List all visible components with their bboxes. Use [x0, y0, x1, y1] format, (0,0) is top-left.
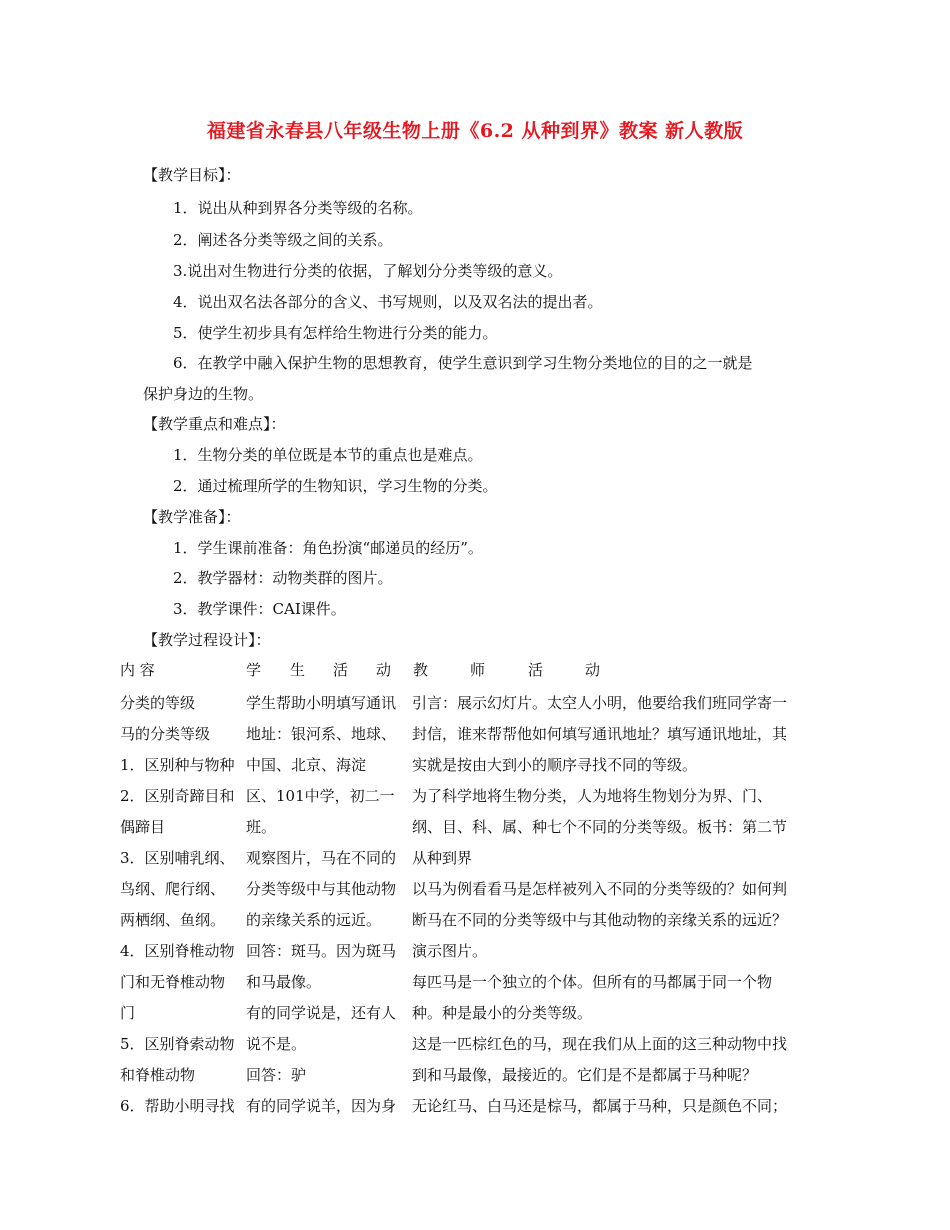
student-cell: 和马最像。	[246, 973, 322, 991]
student-cell: 回答：斑马。因为斑马	[246, 942, 397, 960]
header-teacher-char: 动	[585, 661, 601, 679]
student-cell: 回答：驴	[246, 1066, 307, 1084]
header-student-char: 学	[246, 661, 262, 679]
keypoint-item: 1．生物分类的单位既是本节的重点也是难点。	[173, 446, 483, 464]
teacher-cell: 断马在不同的分类等级中与其他动物的亲缘关系的远近？	[412, 911, 788, 929]
header-teacher-char: 教	[413, 661, 429, 679]
teacher-cell: 以马为例看看马是怎样被列入不同的分类等级的？如何判	[412, 880, 788, 898]
prep-item: 2．教学器材：动物类群的图片。	[173, 569, 393, 587]
goal-item: 5．使学生初步具有怎样给生物进行分类的能力。	[173, 324, 498, 342]
teacher-cell: 实就是按由大到小的顺序寻找不同的等级。	[412, 756, 698, 774]
student-cell: 的亲缘关系的远近。	[246, 911, 382, 929]
content-cell: 5．区别脊索动物	[120, 1035, 235, 1053]
header-student-char: 生	[290, 661, 306, 679]
header-student-char: 活	[333, 661, 349, 679]
teacher-cell: 引言：展示幻灯片。太空人小明，他要给我们班同学寄一	[412, 694, 788, 712]
teacher-cell: 纲、目、科、属、种七个不同的分类等级。板书：第二节	[412, 818, 788, 836]
content-cell: 4．区别脊椎动物	[120, 942, 235, 960]
student-cell: 说不是。	[246, 1035, 307, 1053]
goals-heading: 【教学目标】：	[143, 166, 241, 184]
goal-item-continuation: 保护身边的生物。	[143, 385, 264, 403]
teacher-cell: 演示图片。	[412, 942, 488, 960]
goal-item: 2．阐述各分类等级之间的关系。	[173, 231, 393, 249]
content-cell: 6．帮助小明寻找	[120, 1097, 235, 1115]
student-cell: 班。	[246, 818, 277, 836]
teacher-cell: 无论红马、白马还是棕马，都属于马种，只是颜色不同；	[412, 1097, 788, 1115]
header-student-char: 动	[376, 661, 392, 679]
content-cell: 1．区别种与物种	[120, 756, 235, 774]
goal-item: 1．说出从种到界各分类等级的名称。	[173, 199, 423, 217]
student-cell: 中国、北京、海淀	[246, 756, 367, 774]
goal-item: 3.说出对生物进行分类的依据，了解划分分类等级的意义。	[173, 262, 563, 280]
goal-item: 4．说出双名法各部分的含义、书写规则，以及双名法的提出者。	[173, 293, 603, 311]
prep-heading: 【教学准备】：	[143, 508, 241, 526]
content-cell: 和脊椎动物	[120, 1066, 196, 1084]
content-cell: 分类的等级	[120, 694, 196, 712]
header-content: 内 容	[120, 661, 155, 679]
document-title: 福建省永春县八年级生物上册《6.2 从种到界》教案 新人教版	[206, 120, 744, 142]
header-teacher-char: 活	[528, 661, 544, 679]
student-cell: 学生帮助小明填写通讯	[246, 694, 397, 712]
teacher-cell: 从种到界	[412, 849, 473, 867]
teacher-cell: 封信，谁来帮帮他如何填写通讯地址？填写通讯地址，其	[412, 725, 788, 743]
keypoint-item: 2．通过梳理所学的生物知识，学习生物的分类。	[173, 477, 498, 495]
student-cell: 区、101中学，初二一	[246, 787, 395, 805]
student-cell: 分类等级中与其他动物	[246, 880, 397, 898]
teacher-cell: 每匹马是一个独立的个体。但所有的马都属于同一个物	[412, 973, 773, 991]
student-cell: 观察图片，马在不同的	[246, 849, 397, 867]
student-cell: 地址：银河系、地球、	[246, 725, 397, 743]
content-cell: 门	[120, 1004, 136, 1022]
prep-item: 3．教学课件：CAI课件。	[173, 600, 346, 618]
student-cell: 有的同学说是，还有人	[246, 1004, 397, 1022]
prep-item: 1．学生课前准备：角色扮演“邮递员的经历”。	[173, 539, 483, 557]
content-cell: 3．区别哺乳纲、	[120, 849, 235, 867]
teacher-cell: 到和马最像，最接近的。它们是不是都属于马种呢？	[412, 1066, 758, 1084]
content-cell: 2．区别奇蹄目和	[120, 787, 235, 805]
content-cell: 偶蹄目	[120, 818, 166, 836]
content-cell: 鸟纲、爬行纲、	[120, 880, 226, 898]
keypoints-heading: 【教学重点和难点】：	[143, 415, 286, 433]
content-cell: 两栖纲、鱼纲。	[120, 911, 226, 929]
goal-item: 6．在教学中融入保护生物的思想教育，使学生意识到学习生物分类地位的目的之一就是	[173, 354, 753, 372]
student-cell: 有的同学说羊，因为身	[246, 1097, 397, 1115]
header-teacher-char: 师	[470, 661, 486, 679]
process-heading: 【教学过程设计】：	[143, 631, 271, 649]
teacher-cell: 种。种是最小的分类等级。	[412, 1004, 593, 1022]
content-cell: 马的分类等级	[120, 725, 211, 743]
teacher-cell: 这是一匹棕红色的马，现在我们从上面的这三种动物中找	[412, 1035, 788, 1053]
content-cell: 门和无脊椎动物	[120, 973, 226, 991]
teacher-cell: 为了科学地将生物分类，人为地将生物划分为界、门、	[412, 787, 773, 805]
